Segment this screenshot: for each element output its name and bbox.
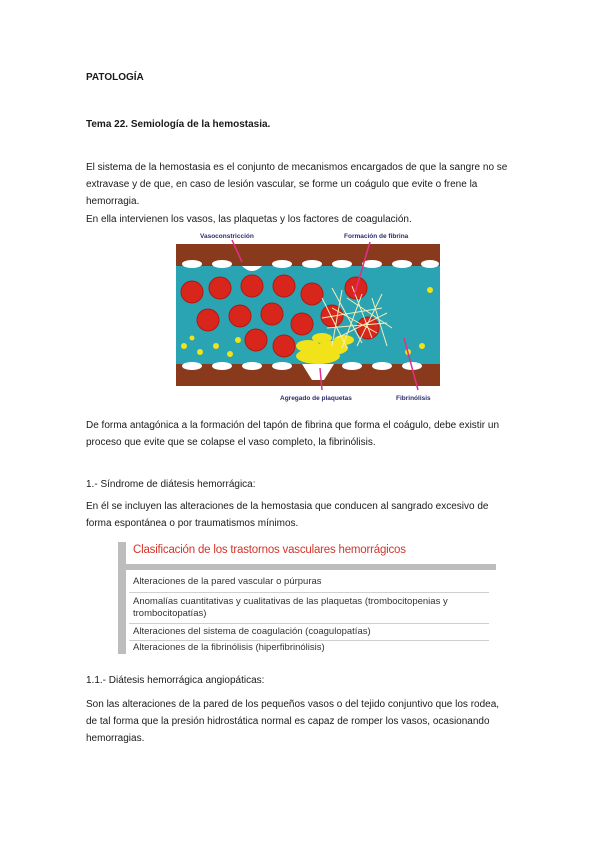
section11-paragraph [86,696,526,747]
label-vasoconstriction: Vasoconstricción [200,233,254,240]
table-left-bar [118,542,126,654]
table-row: trombocitopatías) [133,608,207,619]
section-heading: 1.- Síndrome de diátesis hemorrágica: [86,479,256,490]
para-line: De forma antagónica a la formación del tapón de fibrina que forma el coágulo, debe existir un [86,420,500,431]
table-row: Alteraciones de la pared vascular o púrpuras [133,576,322,587]
components-paragraph: En ella intervienen los vasos, las plaquetas y los factores de coagulación. [86,214,412,225]
section1-paragraph [86,498,526,532]
row-divider [129,623,489,624]
para-line: de tal forma que la presión hidrostática normal es capaz de romper los vasos, ocasionando [86,716,490,727]
row-divider [129,592,489,593]
hemostasis-diagram [172,228,444,406]
table-row: Alteraciones de la fibrinólisis (hiperfibrinólisis) [133,642,325,653]
row-divider [129,640,489,641]
endothelium-top [182,260,439,268]
label-fibrinolysis: Fibrinólisis [396,395,431,402]
label-fibrin-formation: Formación de fibrina [344,233,409,240]
classification-table [113,540,498,656]
para-line: El sistema de la hemostasia es el conjunto de mecanismos encargados de que la sangre no se [86,162,508,173]
para-line: En él se incluyen las alteraciones de la hemostasia que conducen al sangrado excesivo de [86,501,489,512]
table-title: Clasificación de los trastornos vasculares hemorrágicos [133,544,406,556]
fibrinolysis-paragraph [86,417,526,451]
topic-title: Tema 22. Semiología de la hemostasia. [86,119,271,130]
para-line: extravase y de que, en caso de lesión vascular, se forme un coágulo que evite o frene la [86,179,478,190]
intro-paragraph [86,159,526,210]
para-line: proceso que evite que se colapse el vaso completo, la fibrinólisis. [86,437,376,448]
doc-heading: PATOLOGÍA [86,72,144,83]
para-line: forma espontánea o por traumatismos mínimos. [86,518,299,529]
table-row: Alteraciones del sistema de coagulación (coagulopatías) [133,626,371,637]
para-line: hemorragias. [86,733,145,744]
para-line: Son las alteraciones de la pared de los pequeños vasos o del tejido conjuntivo que los rodea, [86,699,500,710]
para-line: hemorragia. [86,196,140,207]
table-top-bar [126,564,496,570]
label-platelet-aggregate: Agregado de plaquetas [280,395,352,402]
subsection-heading: 1.1.- Diátesis hemorrágica angiopáticas: [86,675,265,686]
table-row: Anomalías cuantitativas y cualitativas de las plaquetas (trombocitopenias y [133,596,448,607]
